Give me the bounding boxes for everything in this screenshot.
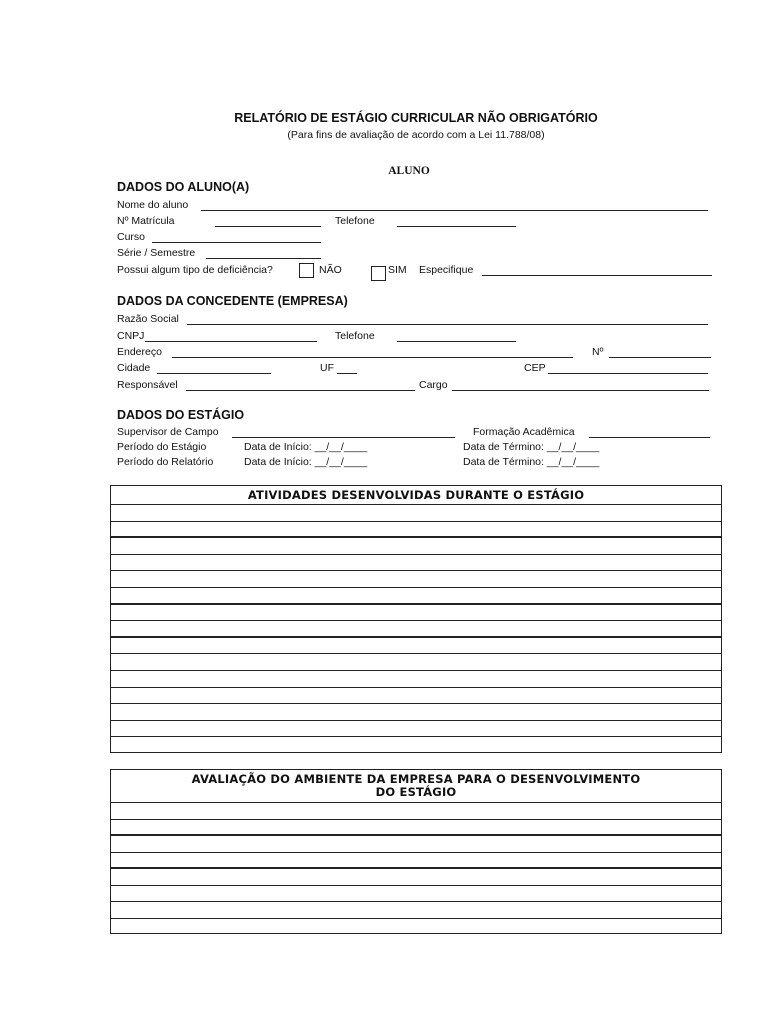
label-formacao: Formação Acadêmica [473,426,575,438]
section-dados-concedente: DADOS DA CONCEDENTE (EMPRESA) [117,294,348,308]
label-periodo-relatorio: Período do Relatório [117,456,214,468]
document-title: RELATÓRIO DE ESTÁGIO CURRICULAR NÃO OBRIGATÓRIO [234,111,598,125]
table-row[interactable] [111,555,721,572]
table-row[interactable] [111,538,721,555]
label-curso: Curso [117,231,146,243]
section-dados-estagio: DADOS DO ESTÁGIO [117,408,245,422]
table-row[interactable] [111,638,721,655]
field-formacao[interactable] [589,437,710,438]
label-responsavel: Responsável [117,379,178,391]
label-cargo: Cargo [419,379,448,391]
table-row[interactable] [111,820,721,837]
field-uf[interactable] [337,373,357,374]
atividades-table [110,485,722,753]
field-telefone-empresa[interactable] [397,341,516,342]
label-cidade: Cidade [117,362,151,374]
field-relatorio-inicio[interactable]: Data de Início: __/__/____ [244,456,368,468]
label-telefone-empresa: Telefone [335,330,375,342]
table-row[interactable] [111,902,721,919]
table-row[interactable] [111,836,721,853]
label-razao-social: Razão Social [117,313,179,325]
table-row[interactable] [111,522,721,539]
field-curso[interactable] [152,242,321,243]
field-numero[interactable] [609,357,711,358]
field-cargo[interactable] [452,390,709,391]
field-estagio-inicio[interactable]: Data de Início: __/__/____ [244,441,368,453]
field-relatorio-termino[interactable]: Data de Término: __/__/____ [463,456,600,468]
label-matricula: Nº Matrícula [117,215,175,227]
document-subtitle: (Para fins de avaliação de acordo com a Lei 11.788/08) [287,129,545,141]
table-row[interactable] [111,704,721,721]
field-serie[interactable] [206,258,321,259]
avaliacao-heading-line2: DO ESTÁGIO [375,785,457,799]
label-nao: NÃO [319,264,342,276]
field-matricula[interactable] [215,226,321,227]
label-numero: Nº [592,346,604,358]
field-estagio-termino[interactable]: Data de Término: __/__/____ [463,441,600,453]
avaliacao-table [110,769,722,934]
label-nome-aluno: Nome do aluno [117,199,189,211]
table-row[interactable] [111,688,721,705]
label-cnpj: CNPJ [117,330,145,342]
table-row[interactable] [111,919,721,933]
field-cnpj[interactable] [145,341,317,342]
label-serie: Série / Semestre [117,247,196,259]
label-endereco: Endereço [117,346,162,358]
field-cep[interactable] [548,373,708,374]
field-especifique[interactable] [482,275,712,276]
field-endereco[interactable] [172,357,573,358]
table-row[interactable] [111,505,721,522]
field-razao-social[interactable] [187,324,708,325]
label-deficiencia: Possui algum tipo de deficiência? [117,264,273,276]
label-especifique: Especifique [419,264,474,276]
label-sim: SIM [388,264,407,276]
checkbox-sim[interactable] [371,266,386,281]
table-row[interactable] [111,869,721,886]
label-uf: UF [320,362,334,374]
table-row[interactable] [111,571,721,588]
field-telefone-aluno[interactable] [397,226,516,227]
avaliacao-heading [111,770,721,803]
label-telefone-aluno: Telefone [335,215,375,227]
label-periodo-estagio: Período do Estágio [117,441,207,453]
checkbox-nao[interactable] [299,263,314,278]
field-nome-aluno[interactable] [201,210,708,211]
table-row[interactable] [111,803,721,820]
table-row[interactable] [111,588,721,605]
table-row[interactable] [111,671,721,688]
label-supervisor: Supervisor de Campo [117,426,219,438]
atividades-heading: ATIVIDADES DESENVOLVIDAS DURANTE O ESTÁGIO [111,486,721,505]
table-row[interactable] [111,621,721,638]
table-row[interactable] [111,886,721,903]
section-dados-aluno: DADOS DO ALUNO(A) [117,180,250,194]
avaliacao-heading-line1: AVALIAÇÃO DO AMBIENTE DA EMPRESA PARA O DESENVOLVIMENTO [191,772,641,786]
field-responsavel[interactable] [186,390,415,391]
field-supervisor[interactable] [232,437,455,438]
field-cidade[interactable] [157,373,271,374]
table-row[interactable] [111,721,721,738]
table-row[interactable] [111,605,721,622]
aluno-heading: ALUNO [388,165,430,177]
table-row[interactable] [111,654,721,671]
label-cep: CEP [524,362,546,374]
table-row[interactable] [111,737,721,751]
table-row[interactable] [111,853,721,870]
